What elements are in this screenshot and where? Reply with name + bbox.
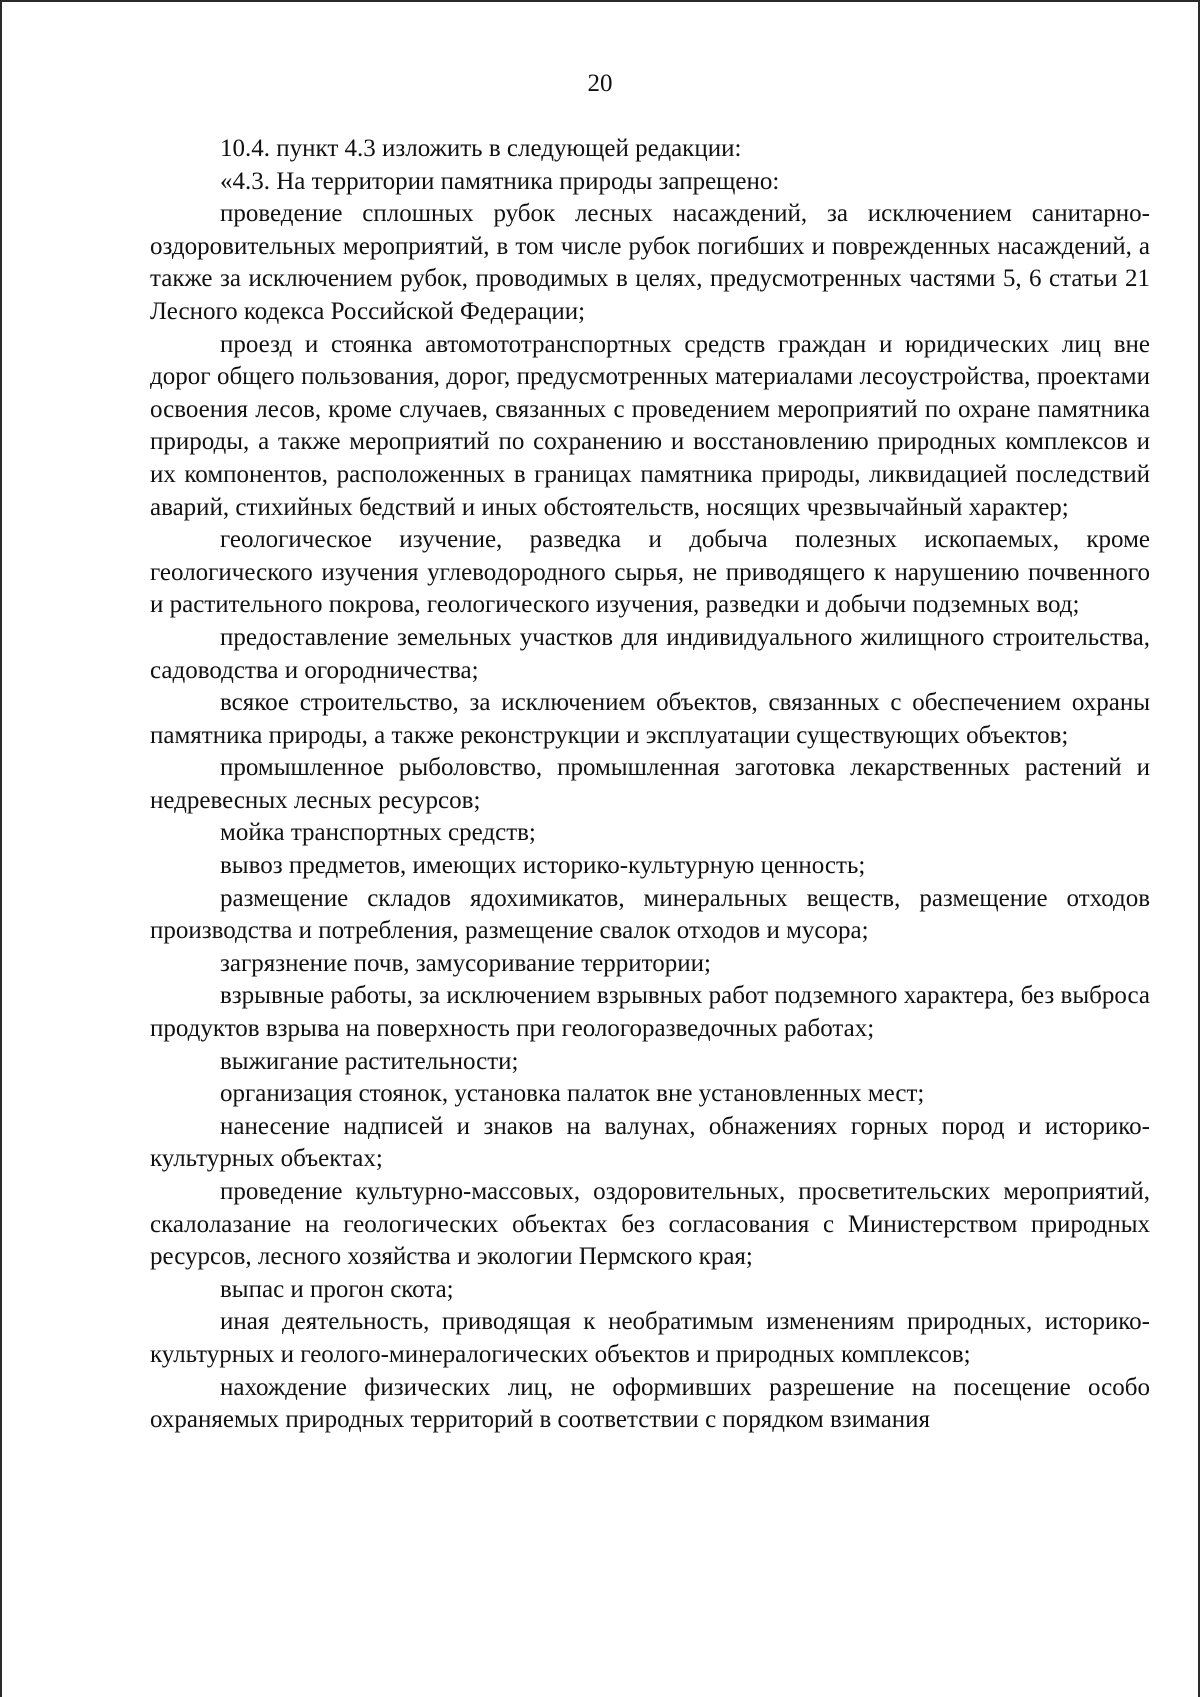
paragraph: загрязнение почв, замусоривание территории; xyxy=(220,949,711,977)
paragraph: проведение сплошных рубок лесных насаждений, за исключением санитарно-оздоровительных мероприятий, в том числе рубок погибших и поврежденных насаждений, а также за исключением рубок, проводимых в целях, предусмотренных частями 5, 6 статьи 21 Лесного кодекса Российской Федерации; xyxy=(150,200,1150,325)
paragraph: предоставление земельных участков для индивидуального жилищного строительства, садоводства и огородничества; xyxy=(150,623,1150,684)
scan-edge-top xyxy=(0,0,1200,2)
paragraph: нахождение физических лиц, не оформивших разрешение на посещение особо охраняемых природных территорий в соответствии с порядком взимания xyxy=(150,1373,1150,1434)
paragraph: выпас и прогон скота; xyxy=(220,1275,454,1303)
page-number: 20 xyxy=(587,70,613,97)
paragraph: размещение складов ядохимикатов, минеральных веществ, размещение отходов производства и потребления, размещение свалок отходов и мусора; xyxy=(150,884,1150,945)
paragraph: всякое строительство, за исключением объектов, связанных с обеспечением охраны памятника природы, а также реконструкции и эксплуатации существующих объектов; xyxy=(150,689,1150,749)
paragraph: иная деятельность, приводящая к необратимым изменениям природных, историко-культурных и геолого-минералогических объектов и природных комплексов; xyxy=(150,1308,1150,1368)
paragraph: взрывные работы, за исключением взрывных работ подземного характера, без выброса продуктов взрыва на поверхность при геологоразведочных работах; xyxy=(150,982,1150,1043)
paragraph: промышленное рыболовство, промышленная заготовка лекарственных растений и недревесных лесных ресурсов; xyxy=(150,754,1150,814)
paragraph: нанесение надписей и знаков на валунах, обнажениях горных пород и историко-культурных объектах; xyxy=(150,1112,1150,1173)
paragraph: проезд и стоянка автомототранспортных средств граждан и юридических лиц вне дорог общего пользования, дорог, предусмотренных материалами лесоустройства, проектами освоения лесов, кроме случаев, связанных с проведением мероприятий по охране памятника природы, а также мероприятий по сохранению и восстановлению природных комплексов и их компонентов, расположенных в границах памятника природы, ликвидацией последствий аварий, стихийных бедствий и иных обстоятельств, носящих чрезвычайный характер; xyxy=(150,330,1150,521)
paragraph: вывоз предметов, имеющих историко-культурную ценность; xyxy=(220,852,866,880)
paragraph: организация стоянок, установка палаток вне установленных мест; xyxy=(220,1080,925,1108)
paragraph: проведение культурно-массовых, оздоровительных, просветительских мероприятий, скалолазание на геологических объектах без согласования с Министерством природных ресурсов, лесного хозяйства и экологии Пермского края; xyxy=(150,1178,1150,1271)
paragraph: 10.4. пункт 4.3 изложить в следующей редакции: xyxy=(220,135,742,162)
document-body xyxy=(150,133,1150,1437)
paragraph: мойка транспортных средств; xyxy=(220,819,536,847)
paragraph: «4.3. На территории памятника природы запрещено: xyxy=(220,167,780,195)
scan-edge-left xyxy=(0,0,2,1697)
paragraph: выжигание растительности; xyxy=(220,1047,519,1075)
paragraph: геологическое изучение, разведка и добыча полезных ископаемых, кроме геологического изучения углеводородного сырья, не приводящего к нарушению почвенного и растительного покрова, геологического изучения, разведки и добычи подземных вод; xyxy=(150,526,1150,619)
